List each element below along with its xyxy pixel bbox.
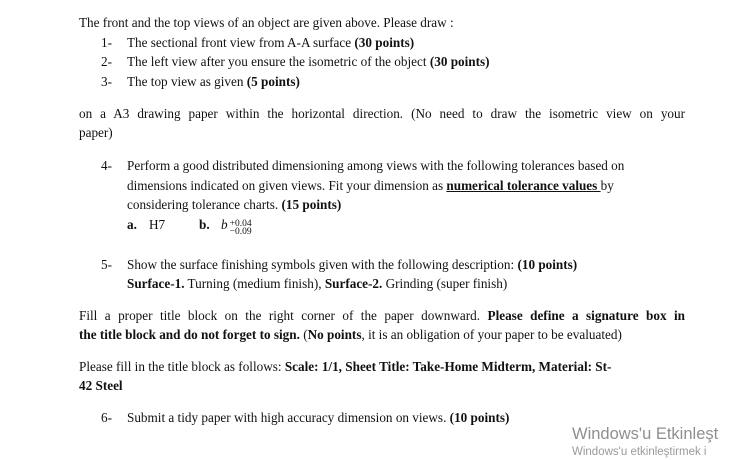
option-b-label: b. (199, 217, 210, 232)
list-item-1 (101, 33, 414, 52)
text-run: Fill a proper title block on the right corner of the paper downward. (79, 308, 488, 323)
paragraph-1-line-1: on a A3 drawing paper within the horizontal direction. (No need to draw the isometric view on your (79, 106, 685, 121)
lower-deviation: −0.09 (229, 227, 252, 237)
bold-run: the title block and do not forget to sign. (79, 327, 304, 342)
list-item-4-line-2 (127, 176, 614, 195)
points-label: (15 points) (281, 197, 342, 212)
list-item-2 (101, 52, 490, 71)
list-item-5 (101, 255, 577, 274)
upper-deviation: +0.04 (229, 219, 252, 229)
tolerance-options (127, 215, 252, 236)
bold-run: No points (307, 327, 362, 342)
text-run: , it is an obligation of your paper to be evaluated) (361, 327, 622, 342)
list-item-3 (101, 72, 300, 91)
option-b-symbol: b (221, 217, 228, 232)
list-text: The sectional front view from A-A surface (127, 35, 355, 50)
list-text: Submit a tidy paper with high accuracy dimension on views. (127, 410, 450, 425)
paragraph-3-line-1 (79, 357, 685, 376)
paragraph-2-line-2 (79, 325, 685, 344)
list-item-4-line-3 (127, 195, 341, 214)
points-label: (10 points) (517, 257, 578, 272)
list-text: The top view as given (127, 74, 247, 89)
option-a-label: a. (127, 217, 137, 232)
list-number: 5- (101, 257, 112, 272)
text-run: considering tolerance charts. (127, 197, 282, 212)
text-run: Grinding (super finish) (382, 276, 508, 291)
list-item-5-line-2 (127, 274, 507, 293)
paragraph-1-line-2: paper) (79, 125, 113, 140)
list-number: 6- (101, 410, 112, 425)
list-number: 4- (101, 158, 112, 173)
text-run: ( (303, 327, 308, 342)
text-run: Turning (medium finish), (184, 276, 325, 291)
option-a-value: H7 (149, 217, 166, 232)
list-number: 3- (101, 74, 112, 89)
tolerance-stack (230, 220, 252, 236)
list-item-4 (101, 156, 624, 175)
list-number: 2- (101, 54, 112, 69)
list-item-6 (101, 408, 509, 427)
list-text: Show the surface finishing symbols given with the following description: (127, 257, 518, 272)
list-text: The left view after you ensure the isometric of the object (127, 54, 430, 69)
bold-run: 42 Steel (79, 378, 123, 393)
points-label: (30 points) (354, 35, 415, 50)
list-number: 1- (101, 35, 112, 50)
intro-text: The front and the top views of an object are given above. Please draw : (79, 15, 454, 30)
surface-1-label: Surface-1. (127, 276, 185, 291)
surface-2-label: Surface-2. (324, 276, 383, 291)
bold-run: Please define a signature box in (487, 308, 685, 323)
text-run: Please fill in the title block as follows: (79, 359, 285, 374)
bold-run: Scale: 1/1, Sheet Title: Take-Home Midterm, Material: St- (284, 359, 612, 374)
text-run: dimensions indicated on given views. Fit your dimension as (127, 178, 447, 193)
points-label: (5 points) (246, 74, 300, 89)
text-run: by (600, 178, 614, 193)
points-label: (10 points) (449, 410, 510, 425)
paragraph-2-line-1 (79, 306, 685, 325)
activation-watermark-subtitle: Windows'u etkinleştirmek i (572, 446, 707, 458)
list-text: Perform a good distributed dimensioning among views with the following tolerances based on (127, 158, 625, 173)
activation-watermark-title: Windows'u Etkinleşt (572, 425, 719, 443)
points-label: (30 points) (429, 54, 490, 69)
numerical-tolerance-values: numerical tolerance values (446, 178, 601, 193)
paragraph-3-line-2 (79, 376, 685, 395)
